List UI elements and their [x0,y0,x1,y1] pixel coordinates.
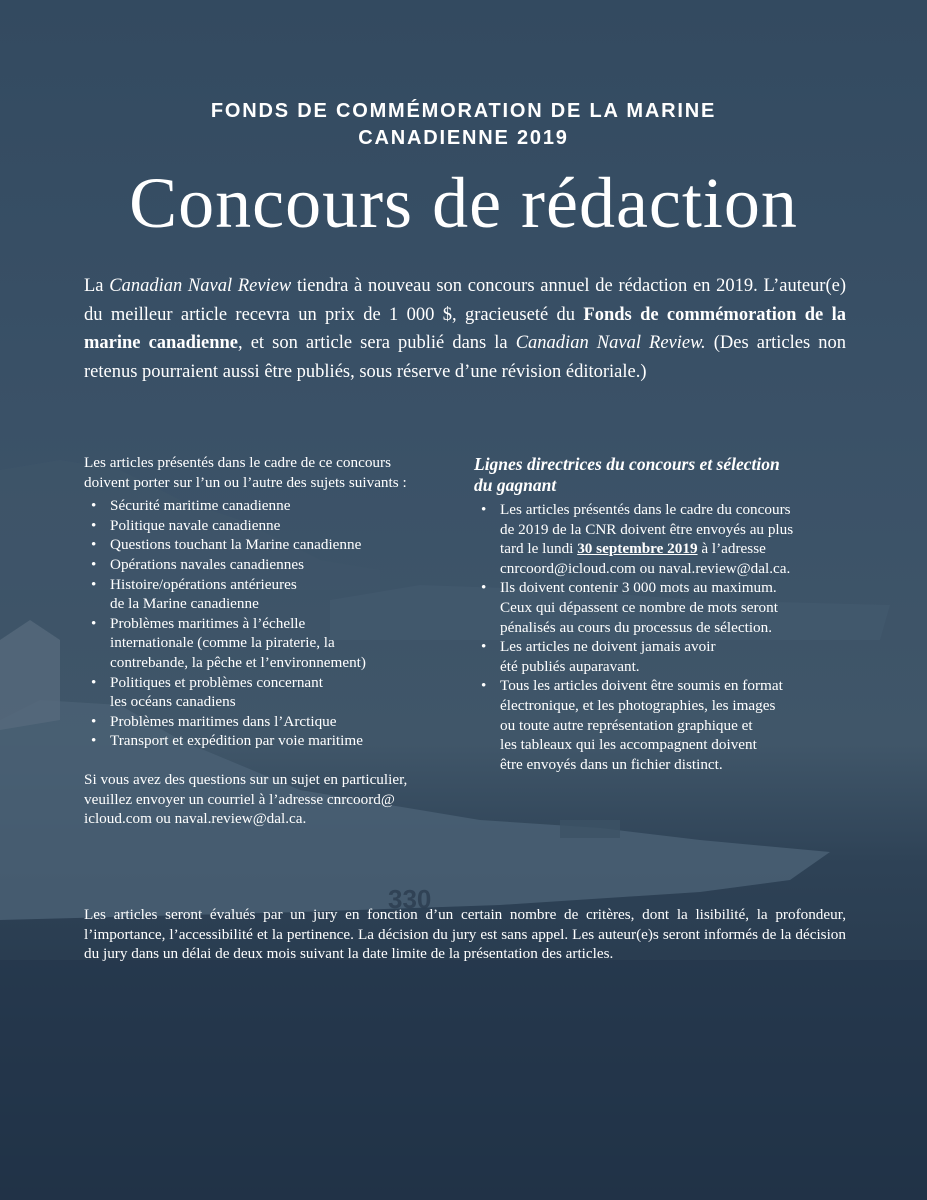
guideline-line: les tableaux qui les accompagnent doivent [500,736,757,754]
guideline-line: Les articles présentés dans le cadre du concours [500,501,791,518]
guidelines-list [474,500,844,774]
kicker-line: FONDS DE COMMÉMORATION DE LA MARINE [210,100,717,122]
topic-line: Sécurité maritime canadienne [110,497,291,515]
guidelines-column [474,454,844,774]
guideline-item [474,578,844,637]
note-line: icloud.com ou naval.review@dal.ca. [84,810,307,828]
topic-item [84,575,434,614]
topic-line: Histoire/opérations antérieures [110,575,297,593]
guideline-line: pénalisés au cours du processus de sélection. [500,618,773,636]
topics-list [84,496,434,751]
guideline-item [474,500,844,578]
guideline-line: été publiés auparavant. [500,657,640,675]
topics-lead [84,453,434,492]
topic-item [84,535,434,555]
journal-name: Canadian Naval Review. [515,333,706,353]
guideline-line: Ils doivent contenir 3 000 mots au maximum. [500,579,777,597]
lead-line: Les articles présentés dans le cadre de ce concours [84,454,391,471]
guideline-line: à l’adresse [697,540,766,558]
note-line: Si vous avez des questions sur un sujet en particulier, [84,770,408,788]
topic-line: Transport et expédition par voie maritime [110,732,363,750]
guideline-line: tard le lundi [500,540,578,558]
hull-number: 330 [388,884,432,914]
page-title: Concours de rédaction [129,163,798,243]
topic-item [84,614,434,673]
guideline-line: être envoyés dans un fichier distinct. [500,755,723,773]
intro-text: (Des articles non retenus pourraient aussi être publiés, sous réserve d’une révision éditoriale.) [84,333,846,382]
heading-line: du gagnant [474,475,557,495]
guidelines-heading [474,454,844,496]
topic-line: internationale (comme la piraterie, la [110,634,335,652]
topic-item [84,496,434,516]
topic-item [84,516,434,536]
fund-kicker [0,98,927,152]
guideline-line: cnrcoord@icloud.com ou naval.review@dal.ca. [500,559,791,577]
note-line: veuillez envoyer un courriel à l’adresse cnrcoord@ [84,790,395,808]
topic-line: Questions touchant la Marine canadienne [110,536,362,554]
intro-text: La [84,276,110,296]
deadline-date: 30 septembre 2019 [577,540,698,558]
intro-paragraph [84,272,846,386]
topic-item [84,555,434,575]
journal-name: Canadian Naval Review [109,276,292,296]
questions-note [84,770,434,829]
topic-line: contrebande, la pêche et l’environnement) [110,653,366,671]
heading-line: Lignes directrices du concours et sélection [474,454,780,474]
topic-line: les océans canadiens [110,693,236,711]
topic-item [84,673,434,712]
fund-name: Fonds de commémoration de la marine canadienne [84,304,846,353]
topic-line: Politiques et problèmes concernant [110,673,323,691]
lead-line: doivent porter sur l’un ou l’autre des sujets suivants : [84,473,407,491]
topic-line: Problèmes maritimes dans l’Arctique [110,712,337,730]
kicker-line: CANADIENNE 2019 [358,127,569,149]
guideline-item [474,637,844,676]
evaluation-paragraph: Les articles seront évalués par un jury en fonction d’un certain nombre de critères, dont la lisibilité, la profondeur, l’importance, l’accessibilité et la pertinence. La décision du jury est sans appel. Les auteur(e)s seront informés de la décision du jury dans un délai de deux mois suivant la date limite de la présentation des articles. [84,906,846,963]
guideline-line: Les articles ne doivent jamais avoir [500,638,716,656]
guideline-line: Ceux qui dépassent ce nombre de mots seront [500,598,778,616]
topics-column [84,453,434,829]
intro-text: tiendra à nouveau son concours annuel de rédaction en 2019. L’auteur(e) du meilleur article recevra un prix de 1 000 $, gracieuseté du [84,276,847,325]
topic-line: Politique navale canadienne [110,516,281,534]
topic-line: Opérations navales canadiennes [110,555,304,573]
topic-item [84,712,434,732]
guideline-line: de 2019 de la CNR doivent être envoyés au plus [500,520,794,538]
guideline-line: ou toute autre représentation graphique et [500,716,753,734]
topic-line: Problèmes maritimes à l’échelle [110,614,306,632]
guideline-line: Tous les articles doivent être soumis en format [500,677,783,695]
topic-item [84,731,434,751]
intro-text: , et son article sera publié dans la [238,333,516,353]
topic-line: de la Marine canadienne [110,595,259,613]
guideline-line: électronique, et les photographies, les images [500,696,776,714]
guideline-item [474,676,844,774]
